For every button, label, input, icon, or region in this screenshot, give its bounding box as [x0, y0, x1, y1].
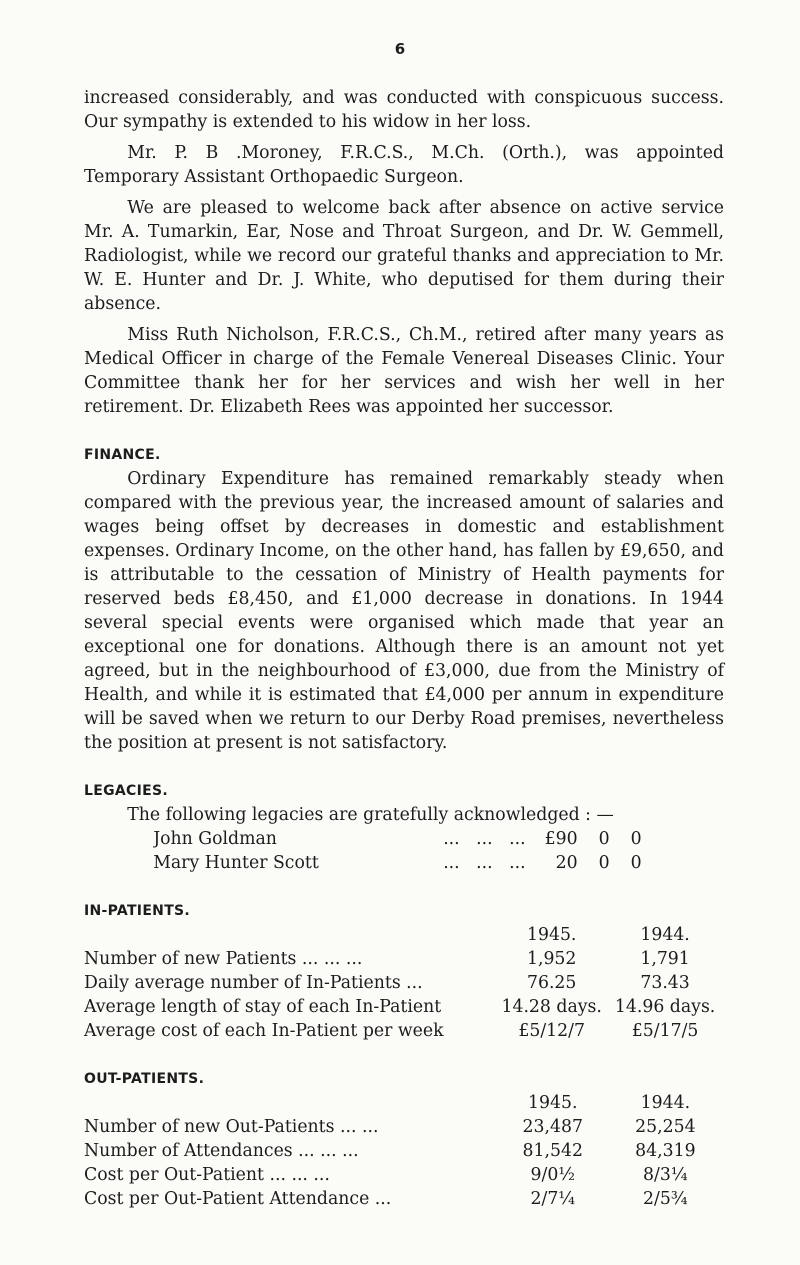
- value-1945: 23,487: [522, 1117, 584, 1137]
- year-header: 1944.: [640, 925, 690, 945]
- row-label: Cost per Out-Patient Attendance ...: [84, 1189, 392, 1209]
- in-patients-section: [84, 903, 724, 1043]
- legacies-section: [84, 783, 724, 875]
- legacy-name: Mary Hunter Scott: [153, 853, 319, 873]
- value-1944: 25,254: [635, 1117, 696, 1137]
- value-1944: 8/3¼: [643, 1165, 688, 1185]
- paragraph-nicholson: Miss Ruth Nicholson, F.R.C.S., Ch.M., retired after many years as Medical Officer in charge of the Female Venereal Diseases Clinic. Your Committee thank her for her services and wish her well in her retirement. Dr. Elizabeth Rees was appointed her successor.: [84, 325, 724, 417]
- row-label: Daily average number of In-Patients ...: [84, 973, 423, 993]
- table-row: [84, 1019, 724, 1043]
- row-label: Average length of stay of each In-Patient: [84, 997, 442, 1017]
- value-1945: 1,952: [526, 949, 577, 969]
- value-1944: 84,319: [635, 1141, 696, 1161]
- year-header: 1945.: [528, 1093, 578, 1113]
- out-patients-table: [84, 1091, 724, 1211]
- table-header-row: [84, 1091, 724, 1115]
- year-header: 1945.: [526, 925, 577, 945]
- value-1945: 9/0½: [530, 1165, 576, 1185]
- out-patients-heading: OUT-PATIENTS.: [84, 1071, 205, 1087]
- year-header: 1944.: [640, 1093, 691, 1113]
- legacy-item: [84, 827, 724, 851]
- row-label: Number of new Patients ... ... ...: [84, 949, 363, 969]
- legacy-name: John Goldman: [153, 829, 277, 849]
- value-1945: 81,542: [522, 1141, 584, 1161]
- legacy-pence: 0: [630, 853, 642, 873]
- row-label: Average cost of each In-Patient per week: [84, 1021, 444, 1041]
- out-patients-section: [84, 1071, 724, 1211]
- legacy-shillings: 0: [598, 853, 610, 873]
- finance-section: [84, 447, 724, 755]
- legacy-leader: ... ... ...: [443, 853, 526, 873]
- table-row: [84, 1115, 724, 1139]
- paragraph-welcome-back: We are pleased to welcome back after absence on active service Mr. A. Tumarkin, Ear, Nose and Throat Surgeon, and Dr. W. Gemmell, Radiologist, while we record our grateful thanks and appreciation to Mr. W. E. Hunter and Dr. J. White, who deputised for them during their absence.: [84, 198, 724, 314]
- table-header-row: [84, 923, 724, 947]
- legacies-intro: The following legacies are gratefully acknowledged : —: [127, 805, 614, 825]
- table-row: [84, 1139, 724, 1163]
- value-1944: 2/5¾: [643, 1189, 688, 1209]
- legacy-item: [84, 851, 724, 875]
- value-1944: 14.96 days.: [614, 997, 716, 1017]
- in-patients-heading: IN-PATIENTS.: [84, 903, 191, 919]
- legacy-leader: ... ... ...: [443, 829, 526, 849]
- table-row: [84, 971, 724, 995]
- table-row: [84, 1187, 724, 1211]
- finance-heading: FINANCE.: [84, 447, 161, 463]
- legacy-pounds: £90: [544, 829, 578, 849]
- paragraph-continuation: increased considerably, and was conducted with conspicuous success. Our sympathy is extended to his widow in her loss.: [84, 88, 724, 132]
- legacy-pence: 0: [630, 829, 642, 849]
- row-label: Number of Attendances ... ... ...: [84, 1141, 359, 1161]
- finance-text: Ordinary Expenditure has remained remarkably steady when compared with the previous year, the increased amount of salaries and wages being offset by decreases in domestic and establishment expenses. Ordinary Income, on the other hand, has fallen by £9,650, and is attributable to the cessation of Ministry of Health payments for reserved beds £8,450, and £1,000 decrease in donations. In 1944 several special events were organised which made that year an exceptional one for donations. Although there is an amount not yet agreed, but in the neighbourhood of £3,000, due from the Ministry of Health, and while it is estimated that £4,000 per annum in expenditure will be saved when we return to our Derby Road premises, nevertheless the position at present is not satisfactory.: [84, 469, 724, 753]
- row-label: Cost per Out-Patient ... ... ...: [84, 1165, 330, 1185]
- value-1944: £5/17/5: [631, 1021, 699, 1041]
- legacies-heading: LEGACIES.: [84, 783, 168, 799]
- value-1945: £5/12/7: [518, 1021, 585, 1041]
- in-patients-table: [84, 923, 724, 1043]
- table-row: [84, 1163, 724, 1187]
- legacy-pounds: 20: [555, 853, 578, 873]
- page-number: 6: [394, 40, 406, 58]
- value-1945: 2/7¼: [530, 1189, 576, 1209]
- legacy-shillings: 0: [598, 829, 610, 849]
- page-body: [84, 86, 724, 1211]
- row-label: Number of new Out-Patients ... ...: [84, 1117, 379, 1137]
- value-1945: 76.25: [526, 973, 577, 993]
- table-row: [84, 995, 724, 1019]
- paragraph-moroney: Mr. P. B .Moroney, F.R.C.S., M.Ch. (Orth.), was appointed Temporary Assistant Orthopaedic Surgeon.: [84, 143, 724, 187]
- value-1945: 14.28 days.: [501, 997, 602, 1017]
- value-1944: 73.43: [640, 973, 690, 993]
- table-row: [84, 947, 724, 971]
- value-1944: 1,791: [640, 949, 690, 969]
